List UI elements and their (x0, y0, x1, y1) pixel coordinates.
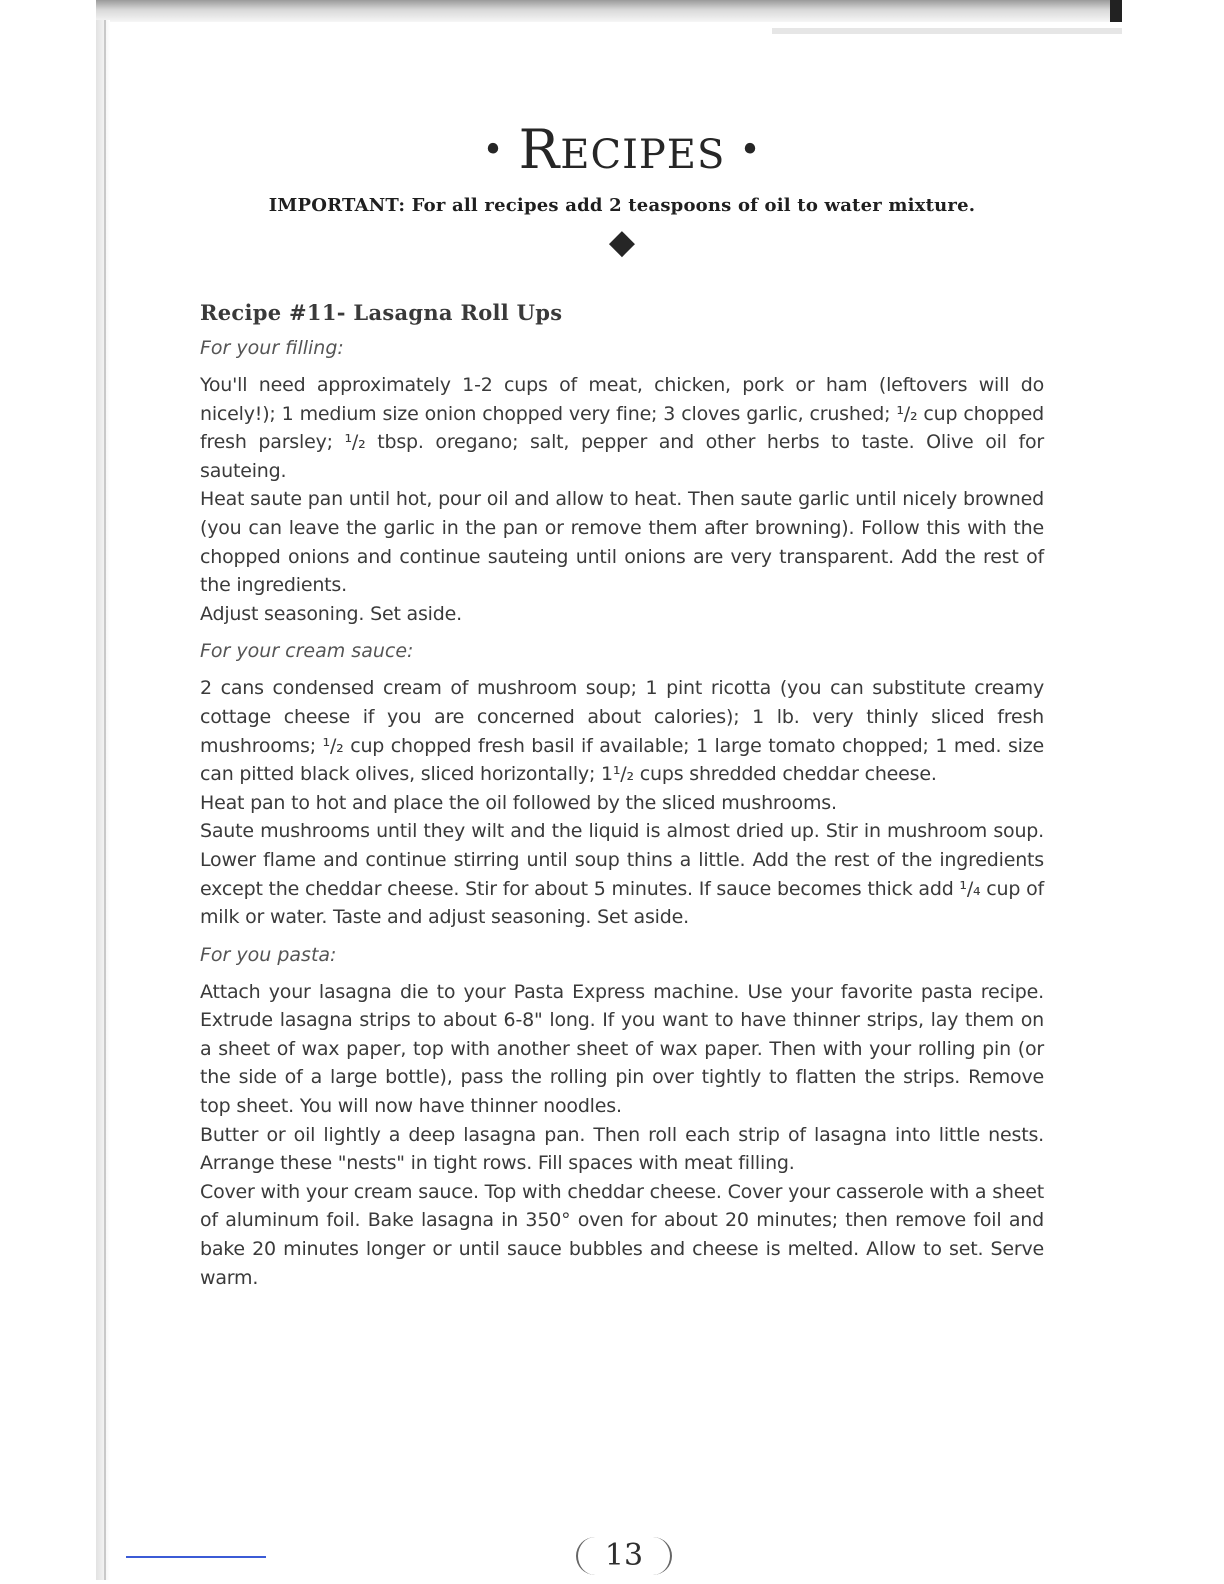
scan-bottom-mark (126, 1556, 266, 1558)
paragraph: You'll need approximately 1-2 cups of meat, chicken, pork or ham (leftovers will do nicely!); 1 medium size onion chopped very fine; 3 cloves garlic, crushed; ¹/₂ cup chopped fresh parsley; ¹/₂ tbsp. oregano; salt, pepper and other herbs to taste. Olive oil for sauteing. (200, 374, 1044, 482)
title-rest: ECIPES (560, 132, 726, 178)
page-content (200, 118, 1044, 1292)
paragraph: Adjust seasoning. Set aside. (200, 602, 462, 625)
important-note: IMPORTANT: For all recipes add 2 teaspoons of oil to water mixture. (268, 195, 976, 216)
diamond-ornament-icon: ◆ (608, 222, 636, 262)
title-bullet-left: • (482, 130, 505, 171)
paragraph: Heat pan to hot and place the oil followed by the sliced mushrooms. (200, 791, 837, 814)
title-bullet-right: • (739, 130, 762, 171)
section-cream-sauce (200, 640, 1044, 931)
page-number: 13 (576, 1537, 672, 1575)
title-initial: R (518, 118, 561, 181)
paragraph: Butter or oil lightly a deep lasagna pan. Then roll each strip of lasagna into little nests. Arrange these "nests" in tight rows. Fill spaces with meat filling. (200, 1123, 1044, 1175)
paragraph: Heat saute pan until hot, pour oil and allow to heat. Then saute garlic until nicely browned (you can leave the garlic in the pan or remove them after browning). Follow this with the chopped onions and continue sauteing until onions are very transparent. Add the rest of the ingredients. (200, 488, 1044, 597)
scan-corner-shadow (1110, 0, 1122, 22)
section-heading: For you pasta: (200, 943, 337, 966)
section-heading: For your filling: (200, 337, 344, 359)
section-heading: For your cream sauce: (200, 640, 414, 663)
scan-left-edge (96, 20, 110, 1580)
scan-top-edge (96, 0, 1120, 22)
paragraph: Cover with your cream sauce. Top with cheddar cheese. Cover your casserole with a sheet of aluminum foil. Bake lasagna in 350° oven for about 20 minutes; then remove foil and bake 20 minutes longer or until sauce bubbles and cheese is melted. Allow to set. Serve warm. (200, 1180, 1044, 1289)
page-title (200, 118, 1044, 187)
paragraph: 2 cans condensed cream of mushroom soup; 1 pint ricotta (you can substitute creamy cottage cheese if you are concerned about calories); 1 lb. very thinly sliced fresh mushrooms; ¹/₂ cup chopped fresh basil if available; 1 large tomato chopped; 1 med. size can pitted black olives, sliced horizontally; 1¹/₂ cups shredded cheddar cheese. (200, 677, 1044, 786)
scan-binding-line (104, 20, 106, 1580)
section-filling (200, 337, 1044, 628)
section-pasta (200, 944, 1044, 1293)
paragraph: Attach your lasagna die to your Pasta Express machine. Use your favorite pasta recipe. Extrude lasagna strips to about 6-8" long. If you want to have thinner strips, lay them on a sheet of wax paper, top with another sheet of wax paper. Then with your rolling pin (or the side of a large bottle), pass the rolling pin over tightly to flatten the strips. Remove top sheet. You will now have thinner noodles. (200, 980, 1044, 1118)
recipe-title: Recipe #11- Lasagna Roll Ups (200, 300, 563, 325)
paragraph: Saute mushrooms until they wilt and the liquid is almost dried up. Stir in mushroom soup. Lower flame and continue stirring until soup thins a little. Add the rest of the ingredients except the cheddar cheese. Stir for about 5 minutes. If sauce becomes thick add ¹/₄ cup of milk or water. Taste and adjust seasoning. Set aside. (200, 820, 1044, 929)
scan-top-strip (772, 28, 1122, 34)
